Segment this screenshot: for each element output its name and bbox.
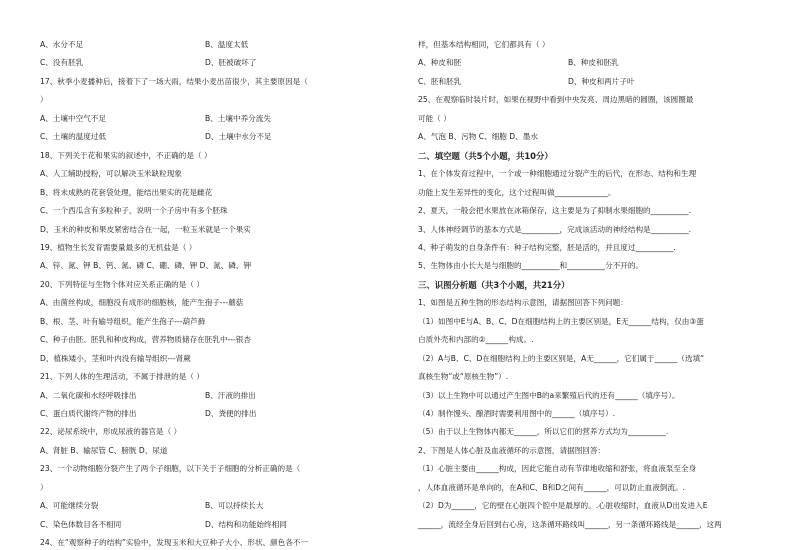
text-line: 23、一个动物细胞分裂产生了两个子细胞，以下关于子细胞的分析正确的是（ — [40, 464, 301, 474]
text-line: 2、夏天，一般会把水果放在冰箱保存，这主要是为了抑制水果细胞的__________. — [418, 206, 692, 216]
option-a: A、土壤中空气不足 — [40, 113, 106, 123]
text-line: A、人工辅助授粉，可以解决玉米缺粒现象 — [40, 169, 182, 179]
text-line: （4）制作馒头、酿酒时需要利用图中的______（填序号）. — [418, 409, 616, 418]
text-line: A、气泡 B、污物 C、细胞 D、墨水 — [418, 132, 538, 142]
text-line: 19、植物生长发育需要量最多的无机盐是（ ） — [40, 242, 197, 252]
text-line: （1）心脏主要由______构成，因此它能自动有节律地收缩和舒张，将血液泵至全身 — [418, 464, 697, 474]
text-line: （2）A与B、C、D在细胞结构上的主要区别是，A无______，它们属于______（选填“ — [418, 353, 705, 363]
option-row — [40, 390, 256, 401]
option-a: C、没有胚乳 — [40, 58, 84, 68]
section-heading: 三、识图分析题（共3个小题，共21分） — [418, 279, 570, 290]
text-line: A、锌、氮、钾 B、钙、氮、磷 C、硼、磷、钾 D、氮、磷、钾 — [40, 261, 252, 271]
text-line: 3、人体神经调节的基本方式是__________，完成该活动的神经结构是__________. — [418, 224, 692, 234]
text-line: 24、在“观察种子的结构”实验中，发现玉米和大豆种子大小、形状、颜色各不一 — [40, 538, 309, 548]
text-line: A、肾脏 B、输尿管 C、膀胱 D、尿道 — [40, 445, 168, 455]
text-line: 21、下列人体的生理活动，不属于排泄的是（ ） — [40, 372, 204, 382]
text-line: C、一个西瓜含有多粒种子，说明一个子房中有多个胚珠 — [40, 206, 228, 216]
option-row — [40, 409, 257, 419]
text-line: （5）由于以上生物体内都无______，所以它们的营养方式均为__________. — [418, 427, 669, 437]
option-a: A、水分不足 — [40, 40, 84, 49]
text-line: 25、在观察临时装片时，如果在视野中看到中央发亮、周边黑暗的圆圈，该圆圈最 — [418, 95, 694, 105]
option-a: C、土壤的温度过低 — [40, 132, 107, 142]
option-b: D、种皮和两片子叶 — [568, 76, 635, 86]
text-line: D、玉米的种皮和果皮紧密结合在一起，一粒玉米就是一个果实 — [40, 224, 251, 234]
text-line: ） — [40, 95, 48, 105]
text-line: 18、下列关于花和果实的叙述中，不正确的是（ ） — [40, 150, 212, 160]
text-line: C、种子由胚、胚乳和种皮构成，营养物质储存在胚乳中---银杏 — [40, 335, 251, 345]
text-line: 17、秋季小麦播种后，接着下了一场大雨，结果小麦出苗很少，其主要原因是（ — [40, 76, 308, 86]
text-line: 可能（ ） — [418, 113, 451, 123]
option-row — [418, 58, 619, 68]
text-line: 1、在个体发育过程中，一个或一种细胞通过分裂产生的后代，在形态、结构和生理 — [418, 169, 697, 179]
text-line: 20、下列特征与生物个体对应关系正确的是（ ） — [40, 279, 204, 289]
option-a: C、胚和胚乳 — [418, 76, 462, 86]
text-line: （1）如图中E与A、B、C、D在细胞结构上的主要区别是，E无______结构，仅由③蛋 — [418, 316, 704, 326]
text-line: （3）以上生物中可以通过产生图中B的a来繁殖后代的还有______（填序号）。 — [418, 390, 680, 400]
text-line: 1、如图是五种生物的形态结构示意图，请据图回答下列问题： — [418, 298, 628, 308]
option-b: D、胚被破坏了 — [205, 58, 257, 68]
text-line: （2）D为______，它的壁在心脏四个腔中是最厚的。.心脏收缩时，血液从D出发进入E — [418, 501, 708, 511]
text-line: 22、泌尿系统中，形成尿液的器官是（ ） — [40, 427, 182, 437]
text-line: 4、种子萌发的自身条件有：种子结构完整，胚是活的，并且度过__________. — [418, 242, 676, 252]
option-a: A、种皮和胚 — [418, 58, 462, 68]
option-b: B、温度太低 — [205, 40, 249, 49]
option-b: D、粪便的排出 — [205, 409, 257, 418]
option-row — [40, 58, 257, 68]
text-line: D、植株矮小，茎和叶内没有输导组织---肾蕨 — [40, 353, 191, 363]
option-b: B、可以持续长大 — [205, 501, 264, 511]
option-a: A、可能继续分裂 — [40, 501, 99, 511]
option-row — [418, 76, 635, 87]
option-b: D、结构和功能始终相同 — [205, 519, 287, 529]
text-line: 白质外壳和内部的②______构成。. — [418, 335, 534, 345]
text-line: 真核生物”或“原核生物”）. — [418, 372, 509, 382]
text-line: A、由菌丝构成，细胞没有成形的细胞核，能产生孢子---蘑菇 — [40, 298, 244, 308]
option-b: B、汗液的排出 — [205, 390, 256, 400]
text-line: B、将未成熟的花套袋处理，能结出果实的花是雌花 — [40, 187, 213, 197]
text-line: ，人体血液循环是单向的，在A和C、B和D之间有______，可以防止血液倒流。. — [418, 482, 685, 492]
option-a: C、蛋白质代谢终产物的排出 — [40, 409, 137, 418]
option-b: D、土壤中水分不足 — [205, 132, 272, 142]
option-row — [40, 519, 287, 530]
option-row — [40, 132, 272, 142]
option-row — [40, 40, 249, 50]
text-line: 样，但基本结构相同，它们都具有（ ） — [418, 40, 550, 49]
text-line: ______，流经全身后回到右心房，这条循环路线叫______，另一条循环路线是______，这两 — [418, 519, 722, 529]
text-line: 2、下图是人体心脏及血液循环的示意图，请据图回答： — [418, 445, 606, 455]
option-row — [40, 113, 271, 124]
option-b: B、种皮和胚乳 — [568, 58, 619, 68]
option-a: C、染色体数目各不相同 — [40, 519, 122, 529]
text-line: ） — [40, 482, 48, 492]
section-heading: 二、填空题（共5个小题，共10分） — [418, 150, 553, 161]
text-line: 5、生物体由小长大是与细胞的__________和__________分不开的。 — [418, 261, 644, 271]
text-line: 功能上发生差异性的变化，这个过程叫做______________。 — [418, 187, 616, 197]
text-line: B、根、茎、叶有输导组织，能产生孢子---葫芦藓 — [40, 316, 206, 326]
option-b: B、土壤中养分流失 — [205, 113, 271, 123]
option-row — [40, 501, 264, 511]
option-a: A、二氧化碳和水经呼吸排出 — [40, 390, 137, 400]
